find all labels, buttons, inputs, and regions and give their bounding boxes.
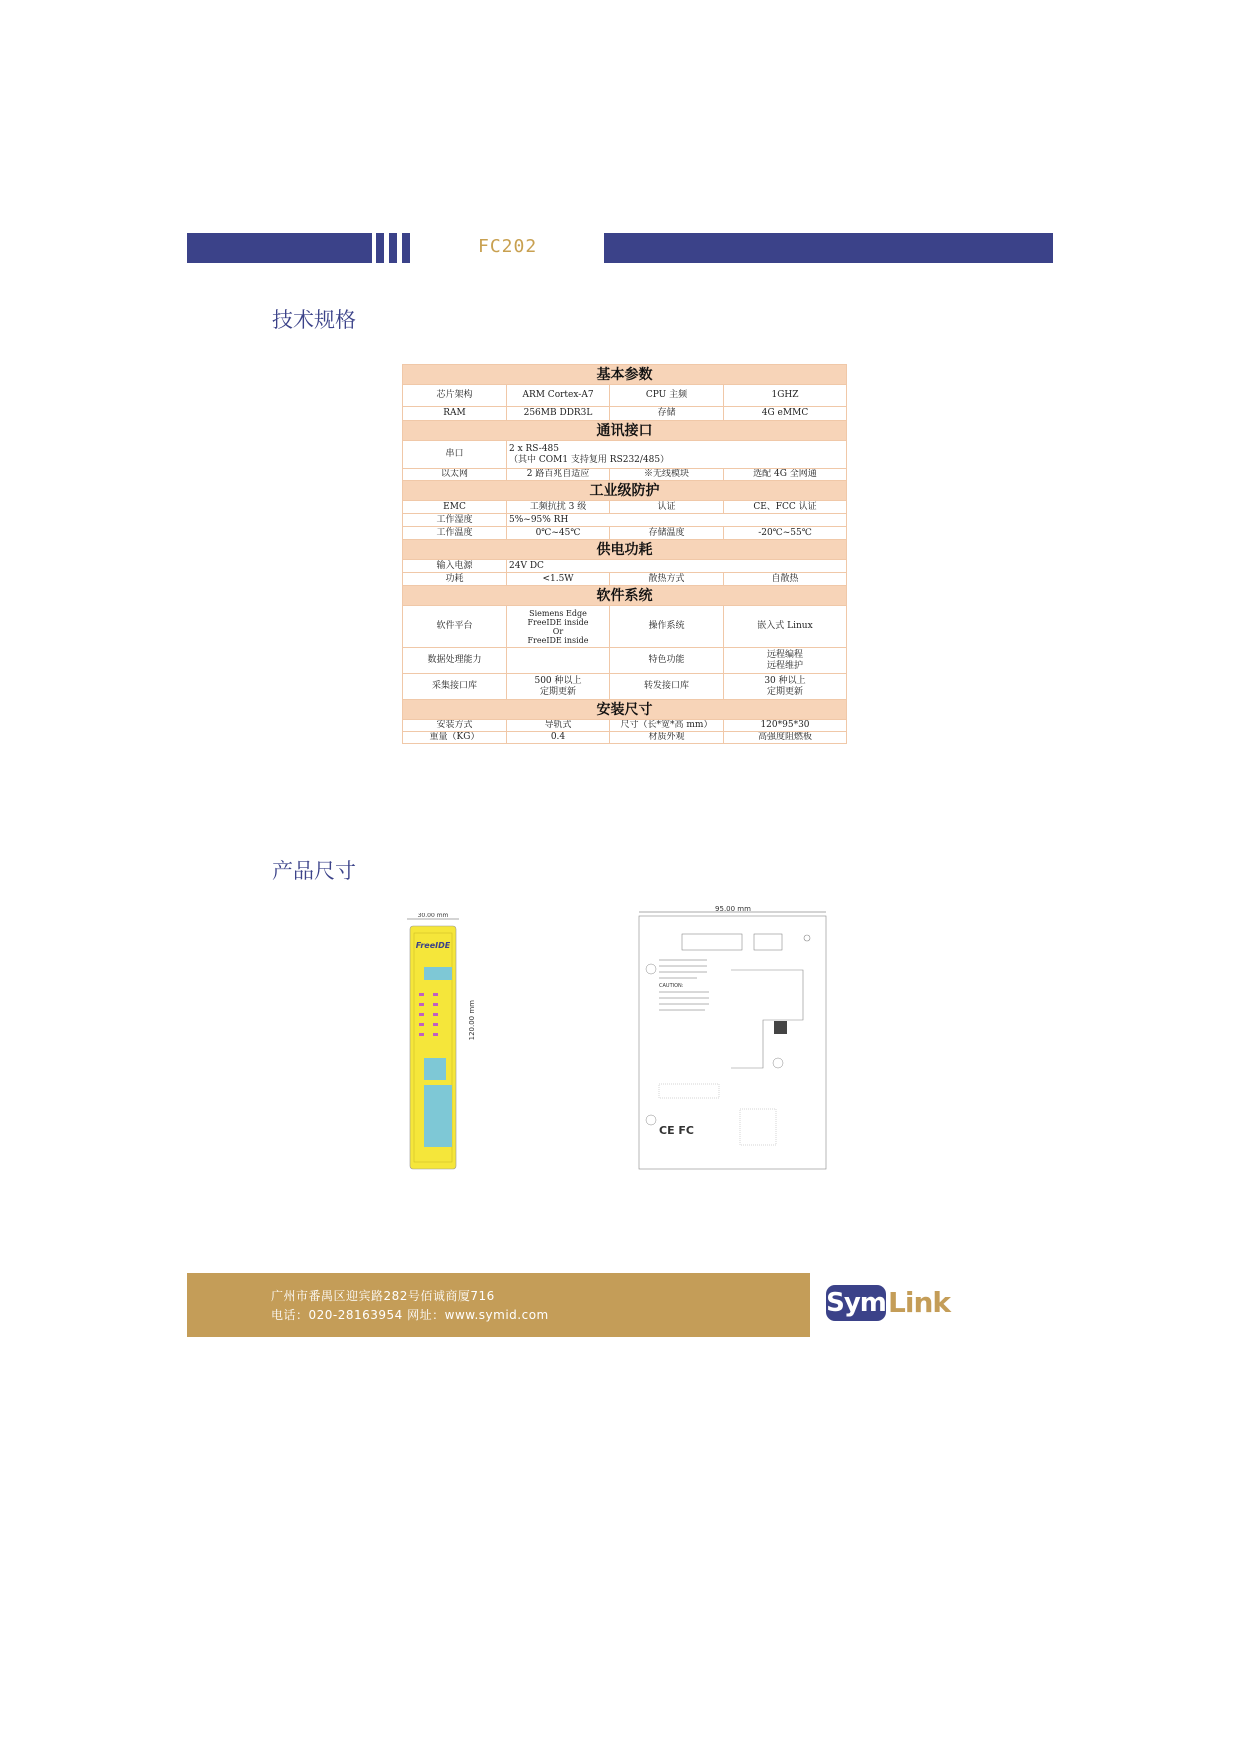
spec-group-title: 供电功耗 bbox=[403, 540, 847, 560]
table-cell: 2 x RS-485 （其中 COM1 支持复用 RS232/485） bbox=[507, 441, 847, 469]
logo-link: Link bbox=[888, 1286, 950, 1319]
table-cell: 重量（KG） bbox=[403, 732, 507, 744]
front-view-drawing bbox=[403, 913, 463, 1173]
table-cell: 散热方式 bbox=[610, 573, 724, 586]
table-cell: 采集接口库 bbox=[403, 674, 507, 700]
header-band-left bbox=[187, 233, 372, 263]
table-cell: 0.4 bbox=[507, 732, 610, 744]
table-cell: 输入电源 bbox=[403, 560, 507, 573]
table-cell: 功耗 bbox=[403, 573, 507, 586]
table-cell: 5%~95% RH bbox=[507, 514, 847, 527]
caution-label: CAUTION: bbox=[659, 983, 684, 989]
table-cell: CPU 主频 bbox=[610, 385, 724, 407]
certification-marks: CE FC bbox=[659, 1124, 695, 1137]
table-cell: 工频抗扰 3 级 bbox=[507, 501, 610, 514]
table-cell: ARM Cortex-A7 bbox=[507, 385, 610, 407]
table-cell: 串口 bbox=[403, 441, 507, 469]
table-cell: 工作温度 bbox=[403, 527, 507, 540]
table-cell: 以太网 bbox=[403, 469, 507, 481]
front-height-label: 120.00 mm bbox=[468, 1000, 476, 1041]
table-cell: 自散热 bbox=[724, 573, 847, 586]
table-cell: 0℃~45℃ bbox=[507, 527, 610, 540]
table-cell: 2 路百兆自适应 bbox=[507, 469, 610, 481]
footer-contact: 电话：020-28163954 网址：www.symid.com bbox=[271, 1308, 549, 1322]
spec-group-title: 基本参数 bbox=[403, 365, 847, 385]
table-cell: 30 种以上 定期更新 bbox=[724, 674, 847, 700]
table-cell: 软件平台 bbox=[403, 606, 507, 648]
table-cell: 存储 bbox=[610, 407, 724, 421]
spec-table bbox=[402, 364, 847, 744]
table-cell: 转发接口库 bbox=[610, 674, 724, 700]
model-name: FC202 bbox=[478, 236, 538, 257]
table-cell: 4G eMMC bbox=[724, 407, 847, 421]
spec-section-title: 技术规格 bbox=[272, 308, 356, 332]
spec-group-title: 安装尺寸 bbox=[403, 700, 847, 720]
table-cell bbox=[507, 648, 610, 674]
footer-address: 广州市番禺区迎宾路282号佰诚商厦716 bbox=[271, 1289, 495, 1303]
table-cell: 特色功能 bbox=[610, 648, 724, 674]
header-band-right bbox=[604, 233, 1053, 263]
table-cell: 选配 4G 全网通 bbox=[724, 469, 847, 481]
table-cell: 高强度阻燃板 bbox=[724, 732, 847, 744]
table-cell: -20℃~55℃ bbox=[724, 527, 847, 540]
table-cell: 导轨式 bbox=[507, 720, 610, 732]
footer-band bbox=[187, 1273, 810, 1337]
spec-group-title: 软件系统 bbox=[403, 586, 847, 606]
table-cell: 嵌入式 Linux bbox=[724, 606, 847, 648]
header-stripe bbox=[376, 233, 384, 263]
symlink-logo bbox=[826, 1283, 966, 1325]
logo-sym: Sym bbox=[826, 1285, 886, 1321]
table-cell: 操作系统 bbox=[610, 606, 724, 648]
table-cell: 安装方式 bbox=[403, 720, 507, 732]
table-cell: 远程编程 远程维护 bbox=[724, 648, 847, 674]
back-view-drawing bbox=[637, 906, 828, 1171]
spec-group-title: 工业级防护 bbox=[403, 481, 847, 501]
table-cell: 材质外观 bbox=[610, 732, 724, 744]
table-cell: 500 种以上 定期更新 bbox=[507, 674, 610, 700]
header-stripe bbox=[389, 233, 397, 263]
table-cell: 256MB DDR3L bbox=[507, 407, 610, 421]
table-cell: 1GHZ bbox=[724, 385, 847, 407]
table-cell: 120*95*30 bbox=[724, 720, 847, 732]
table-cell: 数据处理能力 bbox=[403, 648, 507, 674]
front-width-label: 30.00 mm bbox=[417, 913, 449, 919]
spec-group-title: 通讯接口 bbox=[403, 421, 847, 441]
table-cell: 24V DC bbox=[507, 560, 847, 573]
table-cell: 芯片架构 bbox=[403, 385, 507, 407]
table-cell: 认证 bbox=[610, 501, 724, 514]
table-cell: 尺寸（长*宽*高 mm） bbox=[610, 720, 724, 732]
dimension-section-title: 产品尺寸 bbox=[272, 859, 356, 883]
back-width-label: 95.00 mm bbox=[715, 906, 751, 913]
table-cell: EMC bbox=[403, 501, 507, 514]
header-stripe bbox=[402, 233, 410, 263]
table-cell: RAM bbox=[403, 407, 507, 421]
table-cell: Siemens Edge FreeIDE inside Or FreeIDE inside bbox=[507, 606, 610, 648]
table-cell: <1.5W bbox=[507, 573, 610, 586]
table-cell: ※无线模块 bbox=[610, 469, 724, 481]
front-logo-text: FreeIDE bbox=[415, 941, 451, 950]
table-cell: 存储温度 bbox=[610, 527, 724, 540]
table-cell: 工作湿度 bbox=[403, 514, 507, 527]
table-cell: CE、FCC 认证 bbox=[724, 501, 847, 514]
